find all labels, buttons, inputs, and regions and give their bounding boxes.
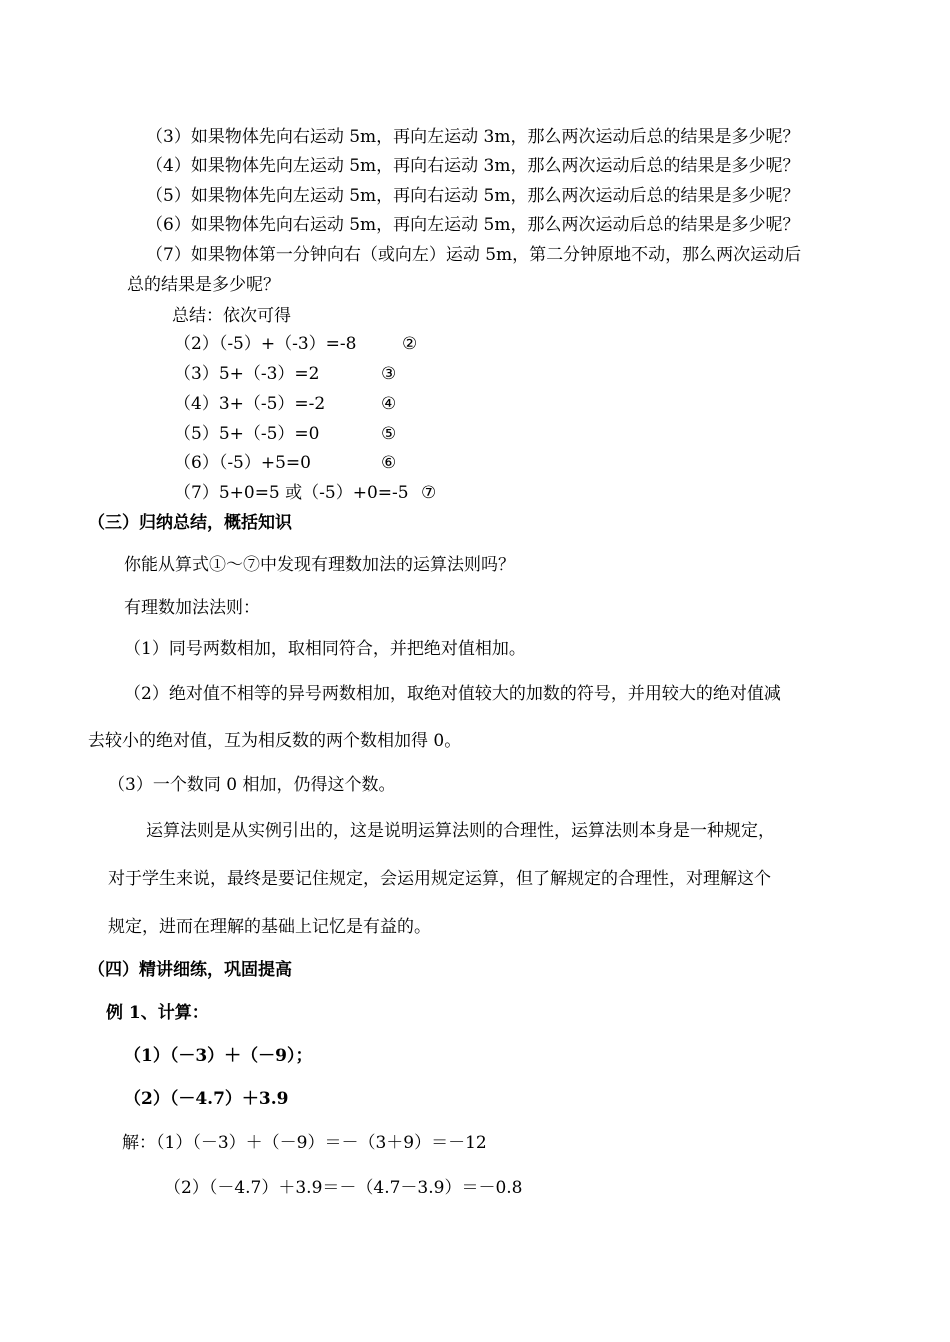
problem-2: （2）（－4.7）＋3.9: [124, 1089, 289, 1109]
equation-7-marker: ⑦: [421, 483, 437, 503]
solution-1: 解：（1）（－3）＋（－9）＝－（3＋9）＝－12: [122, 1133, 487, 1153]
question-6: （6）如果物体先向右运动 5m，再向左运动 5m，那么两次运动后总的结果是多少呢？: [146, 215, 800, 235]
note-line3: 规定，进而在理解的基础上记忆是有益的。: [108, 917, 431, 937]
rule-1: （1）同号两数相加，取相同符合，并把绝对值相加。: [124, 639, 526, 659]
summary-label: 总结：依次可得: [172, 306, 291, 326]
rule-2-line1: （2）绝对值不相等的异号两数相加，取绝对值较大的加数的符号，并用较大的绝对值减: [124, 684, 781, 704]
question-3: （3）如果物体先向右运动 5m，再向左运动 3m，那么两次运动后总的结果是多少呢？: [146, 127, 800, 147]
equation-4: （4）3+（-5）=-2: [174, 394, 326, 414]
equation-3-marker: ③: [381, 364, 397, 384]
rule-3: （3）一个数同 0 相加，仍得这个数。: [108, 775, 396, 795]
equation-2: （2）（-5）+（-3）=-8: [174, 334, 357, 354]
section-3-heading: （三）归纳总结，概括知识: [88, 513, 292, 533]
note-line1: 运算法则是从实例引出的，这是说明运算法则的合理性，运算法则本身是一种规定，: [146, 821, 775, 841]
question-5: （5）如果物体先向左运动 5m，再向右运动 5m，那么两次运动后总的结果是多少呢？: [146, 186, 800, 206]
equation-6-marker: ⑥: [381, 453, 397, 473]
equation-5-marker: ⑤: [381, 424, 397, 444]
rule-title: 有理数加法法则：: [124, 598, 260, 618]
note-line2: 对于学生来说，最终是要记住规定，会运用规定运算，但了解规定的合理性，对理解这个: [108, 869, 771, 889]
solution-2: （2）（－4.7）＋3.9＝－（4.7－3.9）＝－0.8: [164, 1178, 523, 1198]
equation-4-marker: ④: [381, 394, 397, 414]
question-7-line1: （7）如果物体第一分钟向右（或向左）运动 5m，第二分钟原地不动，那么两次运动后: [146, 245, 802, 265]
equation-2-marker: ②: [402, 334, 418, 354]
problem-1: （1）（－3）＋（－9）；: [124, 1046, 313, 1066]
example-title: 例 1、计算：: [106, 1003, 209, 1023]
equation-7: （7）5+0=5 或（-5）+0=-5: [174, 483, 409, 503]
equation-6: （6）（-5）+5=0: [174, 453, 311, 473]
question-7-line2: 总的结果是多少呢？: [127, 275, 280, 295]
rule-2-line2: 去较小的绝对值，互为相反数的两个数相加得 0。: [88, 731, 462, 751]
section-4-heading: （四）精讲细练，巩固提高: [88, 960, 292, 980]
section-3-question: 你能从算式①～⑦中发现有理数加法的运算法则吗？: [124, 555, 515, 575]
equation-3: （3）5+（-3）=2: [174, 364, 320, 384]
question-4: （4）如果物体先向左运动 5m，再向右运动 3m，那么两次运动后总的结果是多少呢？: [146, 156, 800, 176]
equation-5: （5）5+（-5）=0: [174, 424, 320, 444]
